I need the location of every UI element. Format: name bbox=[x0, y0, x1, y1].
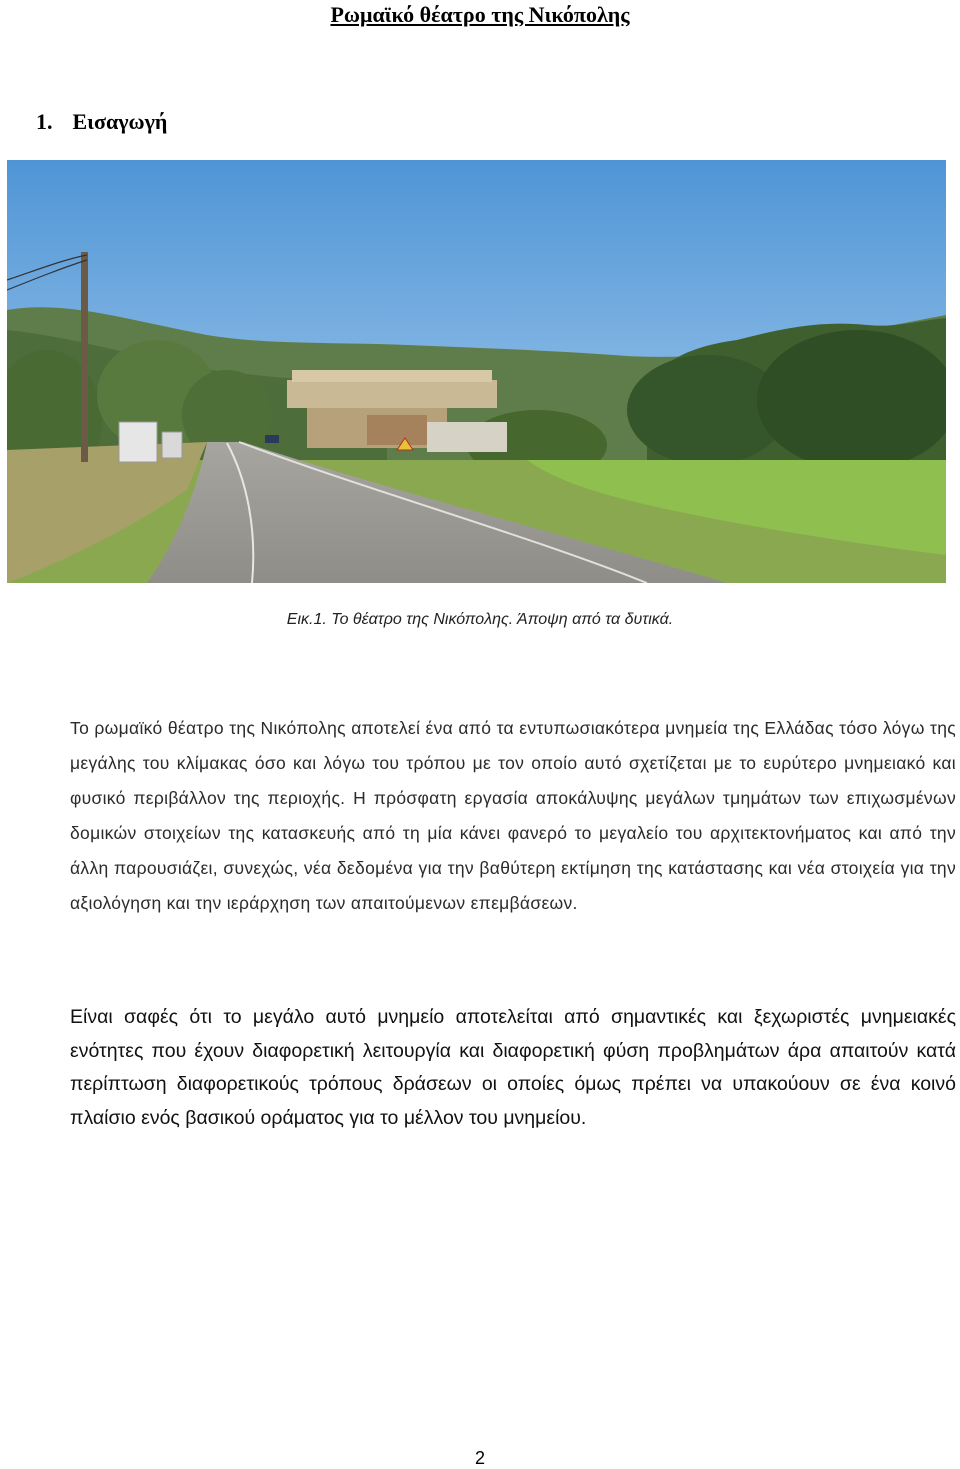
document-title: Ρωμαϊκό θέατρο της Νικόπολης bbox=[330, 2, 630, 27]
figure-caption: Εικ.1. Το θέατρο της Νικόπολης. Άποψη από τα δυτικά. bbox=[286, 611, 674, 628]
theatre-photo bbox=[7, 160, 946, 583]
section-heading bbox=[36, 109, 167, 135]
section-number: 1. bbox=[36, 109, 53, 134]
paragraph-1: Το ρωμαϊκό θέατρο της Νικόπολης αποτελεί ένα από τα εντυπωσιακότερα μνημεία της Ελλάδας τόσο λόγω της μεγάλης του κλίμακας όσο και λόγω του τρόπου με τον οποίο αυτό σχετίζεται με το ευρύτερο μνημειακό και φυσικό περιβάλλον της περιοχής. Η πρόσφατη εργασία αποκάλυψης μεγάλων τμημάτων των επιχωσμένων δομικών στοιχείων της κατασκευής από τη μία κάνει φανερό το μεγαλείο του αρχιτεκτονήματος και από την άλλη παρουσιάζει, συνεχώς, νέα δεδομένα για την βαθύτερη εκτίμηση της κατάστασης και νέα στοιχεία για την αξιολόγηση και την ιεράρχηση των απαιτούμενων επεμβάσεων. bbox=[70, 718, 956, 914]
page-number: 2 bbox=[474, 1448, 485, 1468]
section-title: Εισαγωγή bbox=[72, 109, 168, 134]
paragraph-2: Είναι σαφές ότι το μεγάλο αυτό μνημείο αποτελείται από σημαντικές και ξεχωριστές μνημειακές ενότητες που έχουν διαφορετική λειτουργία και διαφορετική φύση προβλημάτων άρα απαιτούν κατά περίπτωση διαφορετικούς τρόπους δράσεων οι οποίες όμως πρέπει να υπακούουν σε ένα κοινό πλαίσιο ενός βασικού οράματος για το μέλλον του μνημείου. bbox=[70, 1006, 956, 1129]
